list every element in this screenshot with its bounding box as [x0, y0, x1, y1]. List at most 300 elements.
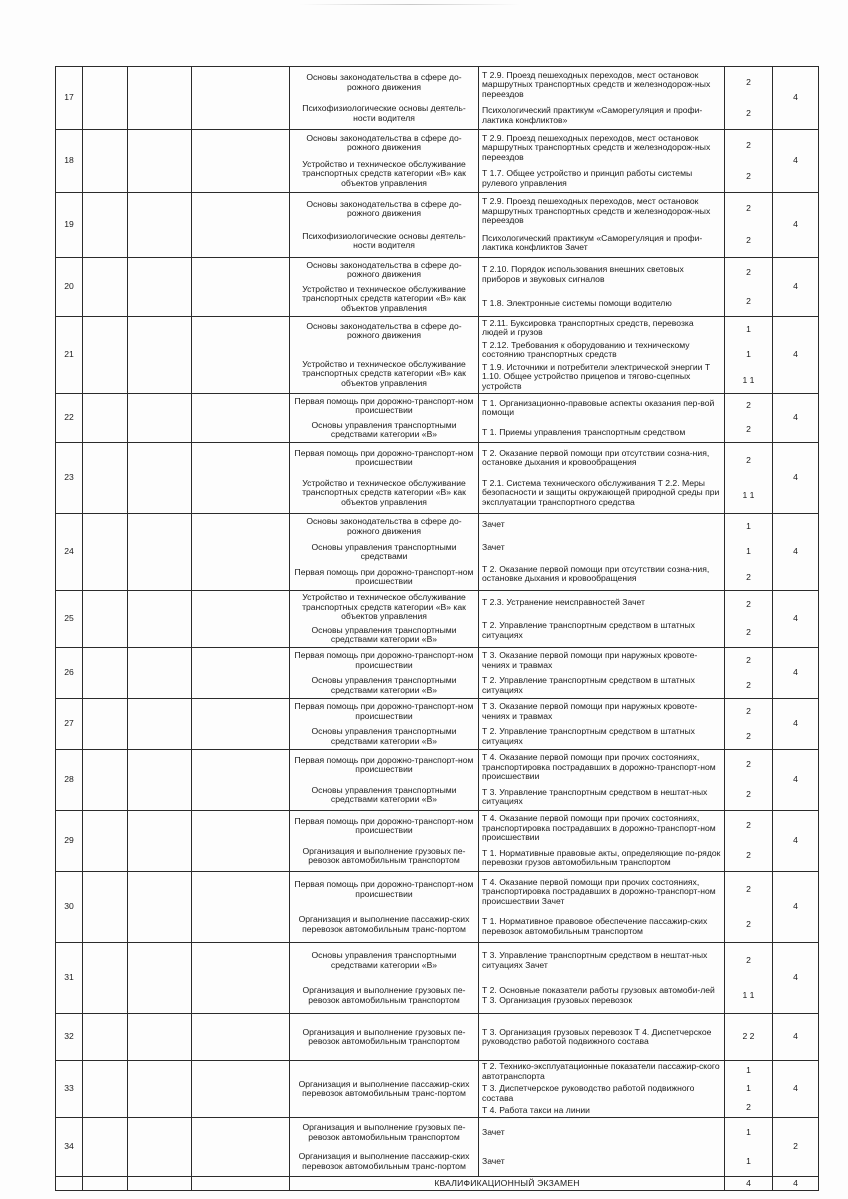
subject-cell — [290, 943, 479, 1014]
hours-cell-stack — [725, 750, 772, 810]
subject-text: Организация и выполнение пассажир-ских перевозок автомобильным транс-портом — [298, 1078, 470, 1098]
subject-cell-stack — [290, 1014, 478, 1060]
topic-text: Зачет — [482, 519, 505, 530]
table-row — [56, 699, 819, 750]
topic-cell — [479, 317, 725, 394]
hours-cell — [725, 1061, 773, 1118]
subject-text: Основы законодательства в сфере до-рожного движения — [306, 132, 462, 153]
hours-cell — [725, 1118, 773, 1177]
hours-value: 2 — [746, 654, 751, 665]
subject-text: Устройство и техническое обслуживание транспортных средств категории «В» как объектов управления — [302, 159, 466, 188]
topic-text: Т 4. Оказание первой помощи при прочих состояниях, транспортировка пострадавших в дорожно-транспорт-ном происшествии — [482, 813, 716, 843]
topic-cell-stack — [479, 394, 724, 442]
topic-text: Т 2.9. Проезд пешеходных переходов, мест остановок маршрутных транспортных средств и железнодорож-ных переездов — [482, 69, 711, 99]
day-number-cell: 32 — [56, 1014, 83, 1061]
topic-text: Т 4. Оказание первой помощи при прочих состояниях, транспортировка пострадавших в дорожно-транспорт-ном происшествии — [482, 752, 716, 782]
topic-text: Т 1. Приемы управления транспортным средством — [482, 426, 686, 437]
hours-cell-stack — [725, 443, 772, 513]
empty-cell — [192, 258, 290, 317]
subject-text: Основы управления транспортными средствами категории «В» — [311, 726, 457, 746]
hours-cell — [725, 591, 773, 648]
subject-text: Психофизиологические основы деятель-ности водителя — [302, 230, 466, 250]
hours-value: 2 — [746, 76, 751, 87]
empty-cell — [192, 67, 290, 130]
empty-cell — [83, 130, 128, 193]
topic-text: Т 2. Основные показатели работы грузовых автомоби-лей Т 3. Организация грузовых перевозок — [482, 985, 715, 1005]
topic-cell — [479, 130, 725, 193]
topic-cell-stack — [479, 514, 724, 590]
hours-value: 2 — [746, 705, 751, 716]
day-number-cell: 33 — [56, 1061, 83, 1118]
subject-text: Первая помощь при дорожно-транспорт-ном происшествии — [294, 754, 474, 774]
table-row — [56, 67, 819, 130]
hours-cell-stack — [725, 811, 772, 871]
topic-cell — [479, 1118, 725, 1177]
total-hours-cell: 4 — [773, 258, 819, 317]
hours-value: 1 — [746, 1126, 751, 1137]
topic-text: Т 1. Нормативные правовые акты, определяющие по-рядок перевозки грузов автомобильным транспортом — [482, 847, 721, 868]
topic-text: Т 2. Оказание первой помощи при отсутствии созна-ния, остановке дыхания и кровообращения — [482, 447, 710, 468]
topic-cell — [479, 750, 725, 811]
topic-text: Т 1.7. Общее устройство и принцип работы системы рулевого управления — [482, 168, 693, 188]
hours-cell-stack — [725, 699, 772, 749]
total-hours-cell: 4 — [773, 872, 819, 943]
topic-text: Т 3. Управление транспортным средством в нештат-ных ситуациях Зачет — [482, 950, 708, 970]
final-exam-hours: 4 — [725, 1177, 773, 1191]
empty-cell — [128, 1061, 192, 1118]
total-hours-cell: 4 — [773, 591, 819, 648]
empty-cell — [83, 193, 128, 258]
topic-cell — [479, 872, 725, 943]
hours-cell — [725, 872, 773, 943]
empty-cell — [192, 750, 290, 811]
hours-cell — [725, 193, 773, 258]
hours-value: 2 — [746, 454, 751, 465]
hours-cell-stack — [725, 130, 772, 192]
subject-text: Основы управления транспортными средствами категории «В» — [311, 419, 457, 439]
topic-cell — [479, 1014, 725, 1061]
subject-cell — [290, 591, 479, 648]
topic-cell-stack — [479, 872, 724, 942]
topic-text: Т 2.3. Устранение неисправностей Зачет — [482, 596, 645, 607]
empty-cell — [83, 1118, 128, 1177]
total-hours-cell: 4 — [773, 67, 819, 130]
empty-cell — [192, 648, 290, 699]
subject-cell-stack — [290, 699, 478, 749]
hours-value: 2 — [746, 759, 751, 770]
topic-cell-stack — [479, 591, 724, 647]
empty-cell — [83, 394, 128, 443]
hours-value: 2 — [746, 107, 751, 118]
topic-cell-stack — [479, 811, 724, 871]
empty-cell — [128, 193, 192, 258]
subject-text: Основы законодательства в сфере до-рожного движения — [306, 72, 462, 92]
topic-cell-stack — [479, 193, 724, 257]
subject-cell — [290, 67, 479, 130]
empty-cell — [128, 130, 192, 193]
day-number-cell: 26 — [56, 648, 83, 699]
hours-cell-stack — [725, 1014, 772, 1060]
hours-cell — [725, 514, 773, 591]
hours-value: 2 — [746, 679, 751, 690]
empty-cell — [192, 130, 290, 193]
hours-cell — [725, 443, 773, 514]
subject-cell-stack — [290, 591, 478, 647]
hours-value: 1 — [746, 1155, 751, 1166]
day-number-cell: 30 — [56, 872, 83, 943]
day-number-cell: 24 — [56, 514, 83, 591]
subject-text: Основы управления транспортными средствами категории «В» — [311, 784, 457, 804]
final-exam-total: 4 — [773, 1177, 819, 1191]
hours-cell — [725, 943, 773, 1014]
empty-cell — [83, 443, 128, 514]
subject-cell — [290, 514, 479, 591]
empty-cell — [83, 648, 128, 699]
topic-text: Т 3. Оказание первой помощи при наружных кровоте-чениях и травмах — [482, 650, 698, 670]
subject-cell-stack — [290, 811, 478, 871]
topic-cell-stack — [479, 443, 724, 513]
subject-text: Организация и выполнение пассажир-ских перевозок автомобильным транс-портом — [298, 1151, 470, 1171]
empty-cell — [83, 258, 128, 317]
topic-cell-stack — [479, 943, 724, 1013]
final-exam-row — [56, 1177, 819, 1191]
topic-text: Т 1. Организационно-правовые аспекты оказания пер-вой помощи — [482, 397, 715, 418]
topic-cell-stack — [479, 1061, 724, 1117]
hours-cell-stack — [725, 1118, 772, 1176]
subject-cell — [290, 1118, 479, 1177]
subject-text: Основы управления транспортными средствами — [311, 541, 457, 561]
table-row — [56, 872, 819, 943]
topic-text: Т 4. Работа такси на линии — [482, 1105, 590, 1116]
subject-cell-stack — [290, 750, 478, 810]
subject-text: Основы законодательства в сфере до-рожного движения — [306, 320, 462, 341]
empty-cell — [83, 943, 128, 1014]
topic-cell — [479, 811, 725, 872]
subject-text: Устройство и техническое обслуживание транспортных средств категории «В» как объектов управления — [302, 592, 466, 622]
day-number-cell: 17 — [56, 67, 83, 130]
subject-cell-stack — [290, 394, 478, 442]
subject-cell-stack — [290, 648, 478, 698]
subject-cell — [290, 317, 479, 394]
hours-value: 1 — [746, 349, 751, 360]
hours-cell-stack — [725, 193, 772, 257]
empty-cell — [192, 514, 290, 591]
topic-text: Т 2. Управление транспортным средством в штатных ситуациях — [482, 620, 695, 640]
topic-text: Т 3. Управление транспортным средством в нештат-ных ситуациях — [482, 786, 708, 807]
subject-text: Основы законодательства в сфере до-рожного движения — [306, 198, 462, 218]
topic-cell — [479, 443, 725, 514]
table-row — [56, 317, 819, 394]
hours-cell-stack — [725, 591, 772, 647]
topic-cell — [479, 67, 725, 130]
hours-cell-stack — [725, 943, 772, 1013]
subject-text: Устройство и техническое обслуживание транспортных средств категории «В» как объектов управления — [302, 358, 466, 388]
topic-cell-stack — [479, 317, 724, 393]
topic-text: Т 2. Технико-эксплуатационные показатели пассажир-ского автотранспорта — [482, 1061, 720, 1081]
subject-text: Первая помощь при дорожно-транспорт-ном происшествии — [294, 879, 474, 899]
empty-cell — [128, 1014, 192, 1061]
total-hours-cell: 4 — [773, 317, 819, 394]
topic-text: Т 3. Диспетчерское руководство работой подвижного состава — [482, 1083, 695, 1103]
empty-cell — [192, 443, 290, 514]
topic-text: Т 4. Оказание первой помощи при прочих состояниях, транспортировка пострадавших в дорожно-транспорт-ном происшествии Зачет — [482, 876, 716, 906]
hours-cell — [725, 750, 773, 811]
table-row — [56, 648, 819, 699]
topic-text: Т 1.9. Источники и потребители электрической энергии Т 1.10. Общее устройство прицепов и тягово-сцепных устройств — [482, 362, 711, 391]
empty-cell — [83, 811, 128, 872]
subject-cell — [290, 1014, 479, 1061]
day-number-cell: 34 — [56, 1118, 83, 1177]
empty-cell — [83, 1014, 128, 1061]
topic-text: Т 2.9. Проезд пешеходных переходов, мест остановок маршрутных транспортных средств и железнодорож-ных переездов — [482, 132, 711, 162]
empty-cell — [192, 193, 290, 258]
topic-cell — [479, 699, 725, 750]
hours-value: 1 1 — [742, 489, 755, 500]
hours-value: 1 — [746, 520, 751, 531]
subject-text: Основы управления транспортными средствами категории «В» — [311, 950, 457, 970]
table-row — [56, 811, 819, 872]
subject-text: Организация и выполнение грузовых пе-ревозок автомобильным транспортом — [302, 985, 466, 1005]
table-row — [56, 1118, 819, 1177]
topic-cell-stack — [479, 67, 724, 129]
day-number-cell: 22 — [56, 394, 83, 443]
empty-cell — [83, 1061, 128, 1118]
table-row — [56, 750, 819, 811]
subject-text: Первая помощь при дорожно-транспорт-ном происшествии — [294, 701, 474, 721]
table-row — [56, 591, 819, 648]
topic-cell-stack — [479, 699, 724, 749]
table-row — [56, 130, 819, 193]
hours-value: 2 — [746, 789, 751, 800]
empty-cell — [56, 1177, 83, 1191]
hours-value: 2 — [746, 730, 751, 741]
hours-cell-stack — [725, 258, 772, 316]
total-hours-cell: 4 — [773, 699, 819, 750]
empty-cell — [83, 1177, 128, 1191]
topic-text: Т 3. Организация грузовых перевозок Т 4. Диспетчерское руководство работой подвижного состава — [482, 1026, 712, 1046]
hours-cell — [725, 1014, 773, 1061]
day-number-cell: 21 — [56, 317, 83, 394]
hours-cell — [725, 130, 773, 193]
total-hours-cell: 2 — [773, 1118, 819, 1177]
empty-cell — [192, 872, 290, 943]
empty-cell — [192, 317, 290, 394]
subject-text: Устройство и техническое обслуживание транспортных средств категории «В» как объектов управления — [302, 284, 466, 313]
topic-text: Т 2.11. Буксировка транспортных средств, перевозка людей и грузов — [482, 317, 694, 338]
empty-cell — [128, 394, 192, 443]
empty-cell — [128, 811, 192, 872]
subject-text: Первая помощь при дорожно-транспорт-ном происшествии — [294, 566, 474, 587]
empty-cell — [128, 317, 192, 394]
subject-cell-stack — [290, 443, 478, 513]
hours-value: 2 — [746, 266, 751, 277]
empty-cell — [192, 1014, 290, 1061]
empty-cell — [128, 258, 192, 317]
day-number-cell: 29 — [56, 811, 83, 872]
total-hours-cell: 4 — [773, 648, 819, 699]
subject-cell-stack — [290, 193, 478, 257]
hours-value: 2 2 — [742, 1031, 755, 1042]
empty-cell — [128, 699, 192, 750]
empty-cell — [128, 1177, 192, 1191]
subject-cell — [290, 394, 479, 443]
subject-cell — [290, 258, 479, 317]
topic-cell — [479, 258, 725, 317]
subject-text: Психофизиологические основы деятель-ности водителя — [302, 103, 466, 123]
table-row — [56, 193, 819, 258]
subject-cell — [290, 1061, 479, 1118]
hours-value: 2 — [746, 627, 751, 638]
empty-cell — [128, 514, 192, 591]
total-hours-cell: 4 — [773, 443, 819, 514]
topic-text: Т 2. Управление транспортным средством в штатных ситуациях — [482, 675, 695, 695]
hours-value: 1 1 — [742, 989, 755, 1000]
empty-cell — [192, 811, 290, 872]
day-number-cell: 23 — [56, 443, 83, 514]
table-row — [56, 258, 819, 317]
subject-cell — [290, 130, 479, 193]
subject-cell — [290, 750, 479, 811]
day-number-cell: 19 — [56, 193, 83, 258]
total-hours-cell: 4 — [773, 750, 819, 811]
hours-cell-stack — [725, 1061, 772, 1117]
hours-value: 2 — [746, 599, 751, 610]
schedule-table — [55, 66, 819, 1191]
empty-cell — [192, 1061, 290, 1118]
topic-text: Зачет — [482, 541, 505, 552]
hours-cell — [725, 258, 773, 317]
empty-cell — [83, 699, 128, 750]
topic-text: Т 3. Оказание первой помощи при наружных кровоте-чениях и травмах — [482, 701, 698, 721]
subject-text: Организация и выполнение грузовых пе-ревозок автомобильным транспортом — [302, 1122, 466, 1142]
topic-cell — [479, 943, 725, 1014]
empty-cell — [128, 591, 192, 648]
hours-value: 2 — [746, 400, 751, 411]
empty-cell — [128, 443, 192, 514]
hours-cell — [725, 699, 773, 750]
hours-value: 2 — [746, 918, 751, 929]
subject-text: Организация и выполнение грузовых пе-ревозок автомобильным транспортом — [302, 845, 466, 865]
empty-cell — [128, 648, 192, 699]
hours-cell — [725, 67, 773, 130]
subject-cell-stack — [290, 872, 478, 942]
hours-value: 2 — [746, 295, 751, 306]
topic-cell — [479, 193, 725, 258]
topic-cell — [479, 514, 725, 591]
empty-cell — [192, 394, 290, 443]
subject-text: Основы законодательства в сфере до-рожного движения — [306, 516, 462, 536]
topic-text: Т 2. Оказание первой помощи при отсутствии созна-ния, остановке дыхания и кровообращения — [482, 563, 710, 584]
subject-cell — [290, 811, 479, 872]
topic-cell — [479, 394, 725, 443]
hours-value: 2 — [746, 954, 751, 965]
hours-value: 1 — [746, 1083, 751, 1094]
empty-cell — [128, 67, 192, 130]
topic-text: Психологический практикум «Саморегуляция и профи-лактика конфликтов Зачет — [482, 232, 703, 253]
total-hours-cell: 4 — [773, 811, 819, 872]
topic-text: Т 2.10. Порядок использования внешних световых приборов и звуковых сигналов — [482, 264, 684, 284]
subject-cell-stack — [290, 317, 478, 393]
hours-cell-stack — [725, 648, 772, 698]
day-number-cell: 18 — [56, 130, 83, 193]
empty-cell — [83, 317, 128, 394]
hours-value: 2 — [746, 850, 751, 861]
day-number-cell: 28 — [56, 750, 83, 811]
table-row — [56, 943, 819, 1014]
hours-value: 1 — [746, 546, 751, 557]
hours-cell — [725, 317, 773, 394]
topic-text: Т 2.9. Проезд пешеходных переходов, мест остановок маршрутных транспортных средств и железнодорож-ных переездов — [482, 196, 711, 226]
empty-cell — [192, 699, 290, 750]
topic-cell — [479, 1061, 725, 1118]
subject-cell-stack — [290, 514, 478, 590]
empty-cell — [83, 591, 128, 648]
empty-cell — [128, 750, 192, 811]
day-number-cell: 20 — [56, 258, 83, 317]
hours-value: 2 — [746, 424, 751, 435]
subject-cell-stack — [290, 130, 478, 192]
topic-cell-stack — [479, 1014, 724, 1060]
hours-value: 2 — [746, 235, 751, 246]
empty-cell — [83, 67, 128, 130]
topic-text: Психологический практикум «Саморегуляция и профи-лактика конфликтов» — [482, 105, 703, 125]
table-row — [56, 1014, 819, 1061]
hours-cell-stack — [725, 317, 772, 393]
empty-cell — [128, 872, 192, 943]
hours-value: 1 1 — [742, 374, 755, 385]
empty-cell — [83, 872, 128, 943]
empty-cell — [83, 750, 128, 811]
topic-text: Т 1. Нормативное правовое обеспечение пассажир-ских перевозок автомобильным транспортом — [482, 916, 708, 936]
hours-cell — [725, 394, 773, 443]
topic-text: Зачет — [482, 1155, 505, 1166]
scan-artifact — [300, 4, 520, 5]
subject-cell — [290, 443, 479, 514]
day-number-cell: 31 — [56, 943, 83, 1014]
empty-cell — [128, 943, 192, 1014]
subject-text: Первая помощь при дорожно-транспорт-ном происшествии — [294, 447, 474, 468]
topic-cell-stack — [479, 750, 724, 810]
hours-value: 2 — [746, 883, 751, 894]
topic-cell-stack — [479, 648, 724, 698]
day-number-cell: 25 — [56, 591, 83, 648]
topic-text: Т 1.8. Электронные системы помощи водителю — [482, 298, 672, 309]
hours-value: 2 — [746, 139, 751, 150]
hours-cell-stack — [725, 514, 772, 590]
topic-text: Т 2. Управление транспортным средством в штатных ситуациях — [482, 726, 695, 746]
total-hours-cell: 4 — [773, 394, 819, 443]
table-row — [56, 1061, 819, 1118]
total-hours-cell: 4 — [773, 193, 819, 258]
hours-value: 2 — [746, 203, 751, 214]
subject-cell — [290, 699, 479, 750]
total-hours-cell: 4 — [773, 1014, 819, 1061]
subject-cell-stack — [290, 943, 478, 1013]
hours-value: 2 — [746, 170, 751, 181]
total-hours-cell: 4 — [773, 1061, 819, 1118]
empty-cell — [192, 591, 290, 648]
subject-text: Первая помощь при дорожно-транспорт-ном происшествии — [294, 395, 474, 415]
hours-value: 1 — [746, 323, 751, 334]
hours-cell — [725, 811, 773, 872]
topic-text: Зачет — [482, 1126, 505, 1137]
day-number-cell: 27 — [56, 699, 83, 750]
total-hours-cell: 4 — [773, 130, 819, 193]
hours-value: 1 — [746, 1064, 751, 1075]
hours-value: 2 — [746, 820, 751, 831]
subject-cell-stack — [290, 1118, 478, 1176]
hours-cell — [725, 648, 773, 699]
